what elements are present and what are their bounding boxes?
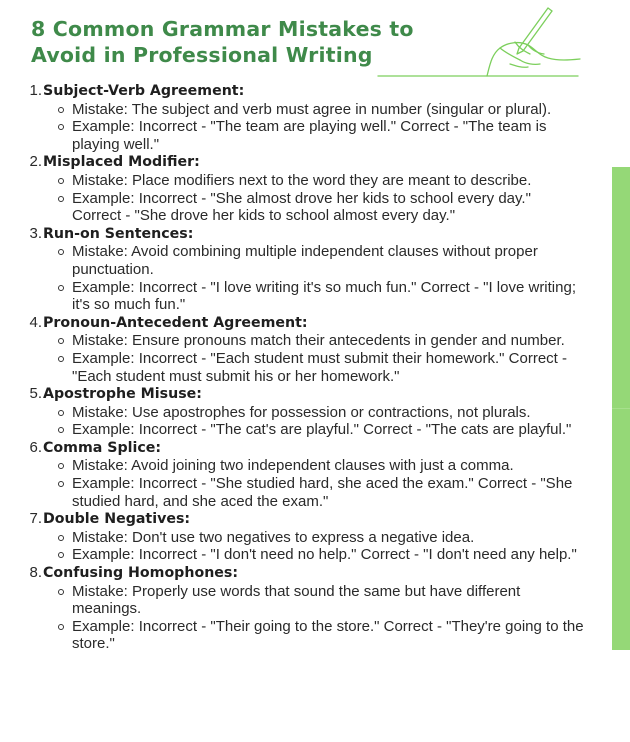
mistake-text: Mistake: Ensure pronouns match their antecedents in gender and number. [72, 332, 588, 350]
circle-bullet-icon [58, 178, 64, 184]
example-text: Example: Incorrect - "I don't need no help." Correct - "I don't need any help." [72, 546, 588, 564]
mistake-text: Mistake: Don't use two negatives to express a negative idea. [72, 529, 588, 547]
mistake-text: Mistake: Avoid joining two independent clauses with just a comma. [72, 457, 588, 475]
item-number: 8. [29, 564, 42, 582]
circle-bullet-icon [58, 356, 64, 362]
example-text: Example: Incorrect - "Their going to the store." Correct - "They're going to the store." [72, 618, 588, 653]
circle-bullet-icon [58, 124, 64, 130]
circle-bullet-icon [58, 338, 64, 344]
item-heading: Apostrophe Misuse: [43, 386, 202, 403]
circle-bullet-icon [58, 427, 64, 433]
list-item [28, 385, 588, 439]
mistake-text: Mistake: Use apostrophes for possession or contractions, not plurals. [72, 404, 588, 422]
circle-bullet-icon [58, 624, 64, 630]
list-item [28, 564, 588, 653]
item-number: 2. [29, 153, 42, 171]
mistake-text: Mistake: Properly use words that sound the same but have different meanings. [72, 583, 588, 618]
list-item [28, 225, 588, 314]
mistake-text: Mistake: The subject and verb must agree in number (singular or plural). [72, 101, 588, 119]
example-text: Example: Incorrect - "She studied hard, she aced the exam." Correct - "She studied hard, and she aced the exam." [72, 475, 588, 510]
circle-bullet-icon [58, 410, 64, 416]
item-heading: Pronoun-Antecedent Agreement: [43, 314, 308, 331]
example-text: Example: Incorrect - "I love writing it's so much fun." Correct - "I love writing; it's so much fun." [72, 279, 588, 314]
circle-bullet-icon [58, 285, 64, 291]
item-number: 3. [29, 224, 42, 242]
mistakes-list [28, 82, 588, 653]
circle-bullet-icon [58, 481, 64, 487]
example-text: Example: Incorrect - "Each student must submit their homework." Correct - "Each student must submit his or her homework." [72, 350, 588, 385]
example-text: Example: Incorrect - "She almost drove her kids to school every day." Correct - "She drove her kids to school almost every day." [72, 190, 588, 225]
circle-bullet-icon [58, 107, 64, 113]
item-heading: Misplaced Modifier: [43, 154, 200, 171]
circle-bullet-icon [58, 589, 64, 595]
circle-bullet-icon [58, 552, 64, 558]
item-heading: Run-on Sentences: [43, 225, 194, 242]
list-item [28, 314, 588, 385]
item-heading: Double Negatives: [43, 511, 191, 528]
circle-bullet-icon [58, 535, 64, 541]
circle-bullet-icon [58, 463, 64, 469]
circle-bullet-icon [58, 196, 64, 202]
item-heading: Confusing Homophones: [43, 565, 239, 582]
circle-bullet-icon [58, 249, 64, 255]
mistake-text: Mistake: Place modifiers next to the word they are meant to describe. [72, 172, 588, 190]
example-text: Example: Incorrect - "The team are playing well." Correct - "The team is playing well." [72, 118, 588, 153]
list-item [28, 439, 588, 510]
page-title-line-2: Avoid in Professional Writing [31, 43, 373, 67]
side-bar-divider [612, 408, 630, 409]
mistake-text: Mistake: Avoid combining multiple independent clauses without proper punctuation. [72, 243, 588, 278]
item-number: 5. [29, 385, 42, 403]
page-title-line-1: 8 Common Grammar Mistakes to [31, 17, 414, 41]
hand-writing-pen-icon [372, 4, 582, 80]
item-heading: Comma Splice: [43, 439, 162, 456]
example-text: Example: Incorrect - "The cat's are playful." Correct - "The cats are playful." [72, 421, 588, 439]
list-item [28, 153, 588, 224]
item-number: 7. [29, 510, 42, 528]
item-number: 4. [29, 313, 42, 331]
item-number: 1. [29, 82, 42, 99]
decorative-side-bar [612, 167, 630, 650]
list-item [28, 82, 588, 153]
item-heading: Subject-Verb Agreement: [43, 83, 245, 99]
list-item [28, 510, 588, 564]
item-number: 6. [29, 438, 42, 456]
